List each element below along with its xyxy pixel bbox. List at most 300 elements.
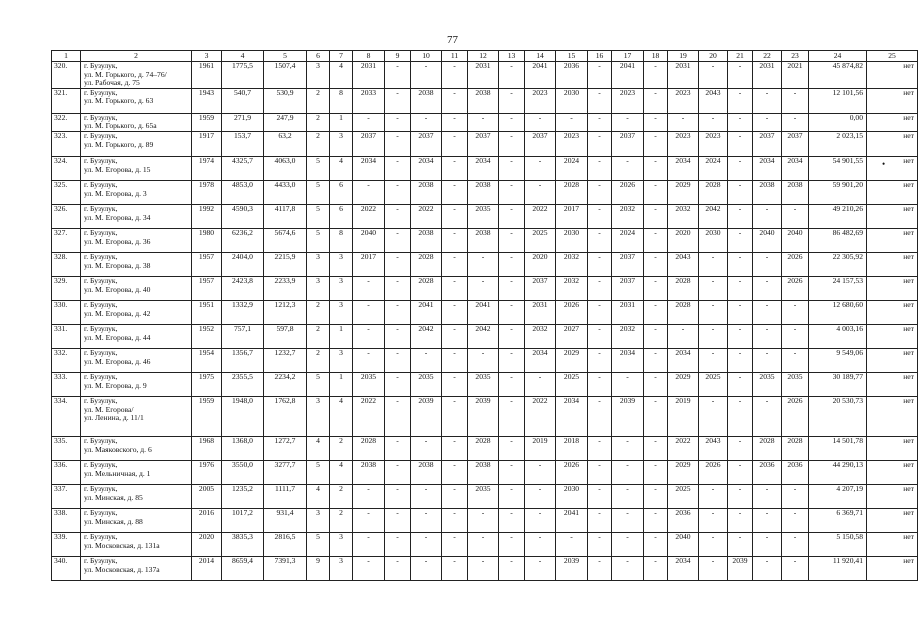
- value-cell: 2025: [556, 372, 588, 396]
- value-cell: 2036: [782, 460, 809, 484]
- value-cell: -: [385, 180, 411, 204]
- value-cell: -: [644, 372, 668, 396]
- cost-cell: 2 023,15: [809, 131, 867, 156]
- row-number: 339.: [52, 532, 81, 556]
- value-cell: -: [644, 252, 668, 276]
- value-cell: 3: [330, 556, 353, 580]
- value-cell: -: [612, 508, 644, 532]
- value-cell: -: [644, 300, 668, 324]
- row-number: 326.: [52, 204, 81, 228]
- row-number: 322.: [52, 113, 81, 131]
- status-cell: нет: [867, 252, 918, 276]
- cost-cell: 44 290,13: [809, 460, 867, 484]
- value-cell: 1968: [192, 436, 222, 460]
- value-cell: -: [782, 88, 809, 113]
- value-cell: 2023: [668, 88, 699, 113]
- value-cell: -: [753, 252, 782, 276]
- value-cell: 2043: [668, 252, 699, 276]
- value-cell: -: [728, 113, 753, 131]
- value-cell: 1762,8: [264, 396, 307, 436]
- column-header-24: 24: [809, 51, 867, 62]
- value-cell: -: [753, 556, 782, 580]
- address-cell: г. Бузулук, ул. М. Егорова, д. 42: [81, 300, 192, 324]
- value-cell: 2037: [411, 131, 442, 156]
- status-cell: нет: [867, 131, 918, 156]
- value-cell: 2423,8: [222, 276, 264, 300]
- value-cell: -: [353, 113, 385, 131]
- status-cell: нет: [867, 532, 918, 556]
- address-cell: г. Бузулук, ул. Московская, д. 137а: [81, 556, 192, 580]
- value-cell: -: [353, 556, 385, 580]
- status-cell: нет: [867, 508, 918, 532]
- value-cell: 530,9: [264, 88, 307, 113]
- value-cell: 2026: [556, 300, 588, 324]
- value-cell: 1959: [192, 396, 222, 436]
- table-row: [52, 532, 918, 556]
- value-cell: 2021: [782, 62, 809, 89]
- value-cell: -: [728, 131, 753, 156]
- value-cell: 2026: [612, 180, 644, 204]
- value-cell: -: [525, 113, 556, 131]
- value-cell: 5674,6: [264, 228, 307, 252]
- value-cell: 4: [307, 436, 330, 460]
- value-cell: 2024: [612, 228, 644, 252]
- value-cell: -: [612, 532, 644, 556]
- status-cell: нет: [867, 113, 918, 131]
- value-cell: -: [644, 156, 668, 180]
- table-row: [52, 436, 918, 460]
- value-cell: -: [644, 436, 668, 460]
- value-cell: -: [644, 180, 668, 204]
- status-cell: нет: [867, 180, 918, 204]
- value-cell: 2031: [353, 62, 385, 89]
- value-cell: 2028: [468, 436, 499, 460]
- cost-cell: 12 680,60: [809, 300, 867, 324]
- value-cell: 540,7: [222, 88, 264, 113]
- value-cell: 2043: [699, 436, 728, 460]
- value-cell: -: [499, 484, 525, 508]
- value-cell: 1507,4: [264, 62, 307, 89]
- value-cell: 5: [307, 372, 330, 396]
- table-row: [52, 300, 918, 324]
- value-cell: 4117,8: [264, 204, 307, 228]
- cost-cell: 30 189,77: [809, 372, 867, 396]
- value-cell: -: [728, 460, 753, 484]
- value-cell: -: [612, 156, 644, 180]
- address-cell: г. Бузулук, ул. Минская, д. 85: [81, 484, 192, 508]
- value-cell: 2355,5: [222, 372, 264, 396]
- value-cell: -: [442, 324, 468, 348]
- status-cell: нет: [867, 396, 918, 436]
- table-row: [52, 396, 918, 436]
- value-cell: 1951: [192, 300, 222, 324]
- value-cell: 2023: [699, 131, 728, 156]
- value-cell: -: [385, 348, 411, 372]
- value-cell: -: [499, 348, 525, 372]
- value-cell: 2038: [468, 228, 499, 252]
- value-cell: -: [411, 62, 442, 89]
- value-cell: 2026: [699, 460, 728, 484]
- value-cell: -: [353, 508, 385, 532]
- value-cell: -: [612, 113, 644, 131]
- value-cell: 1957: [192, 276, 222, 300]
- value-cell: 2025: [668, 484, 699, 508]
- value-cell: -: [442, 252, 468, 276]
- address-cell: г. Бузулук, ул. М. Горького, д. 65а: [81, 113, 192, 131]
- value-cell: 2037: [753, 131, 782, 156]
- value-cell: -: [753, 348, 782, 372]
- cost-cell: 20 530,73: [809, 396, 867, 436]
- value-cell: -: [499, 204, 525, 228]
- value-cell: -: [468, 532, 499, 556]
- value-cell: -: [442, 508, 468, 532]
- value-cell: -: [588, 436, 612, 460]
- value-cell: 2037: [612, 131, 644, 156]
- value-cell: 2026: [782, 252, 809, 276]
- value-cell: 2038: [753, 180, 782, 204]
- value-cell: -: [468, 556, 499, 580]
- value-cell: -: [588, 348, 612, 372]
- value-cell: -: [385, 88, 411, 113]
- value-cell: -: [728, 62, 753, 89]
- value-cell: 2: [307, 348, 330, 372]
- value-cell: 2037: [782, 131, 809, 156]
- value-cell: -: [499, 460, 525, 484]
- value-cell: 2040: [753, 228, 782, 252]
- value-cell: 2: [330, 484, 353, 508]
- value-cell: -: [499, 372, 525, 396]
- value-cell: 2036: [753, 460, 782, 484]
- value-cell: 1017,2: [222, 508, 264, 532]
- cost-cell: 6 369,71: [809, 508, 867, 532]
- value-cell: -: [699, 532, 728, 556]
- value-cell: 3: [307, 508, 330, 532]
- value-cell: 2031: [468, 62, 499, 89]
- value-cell: 7391,3: [264, 556, 307, 580]
- value-cell: -: [588, 88, 612, 113]
- value-cell: 1976: [192, 460, 222, 484]
- value-cell: 2: [307, 113, 330, 131]
- value-cell: -: [588, 113, 612, 131]
- address-cell: г. Бузулук, ул. М. Горького, д. 74–76/ ул. Рабочая, д. 75: [81, 62, 192, 89]
- value-cell: -: [442, 484, 468, 508]
- column-header-19: 19: [668, 51, 699, 62]
- value-cell: 4325,7: [222, 156, 264, 180]
- value-cell: 63,2: [264, 131, 307, 156]
- value-cell: 2028: [556, 180, 588, 204]
- value-cell: 1959: [192, 113, 222, 131]
- value-cell: -: [385, 204, 411, 228]
- status-cell: нет: [867, 204, 918, 228]
- value-cell: -: [442, 396, 468, 436]
- value-cell: 1111,7: [264, 484, 307, 508]
- table-row: [52, 484, 918, 508]
- value-cell: -: [668, 324, 699, 348]
- value-cell: 4: [330, 396, 353, 436]
- value-cell: 2014: [192, 556, 222, 580]
- address-cell: г. Бузулук, ул. М. Егорова, д. 3: [81, 180, 192, 204]
- value-cell: 1332,9: [222, 300, 264, 324]
- value-cell: -: [728, 484, 753, 508]
- value-cell: 2037: [612, 276, 644, 300]
- value-cell: 2026: [556, 460, 588, 484]
- margin-mark: •: [882, 159, 886, 169]
- value-cell: -: [525, 156, 556, 180]
- value-cell: 2034: [668, 348, 699, 372]
- value-cell: 2031: [668, 62, 699, 89]
- value-cell: 6: [330, 204, 353, 228]
- column-header-18: 18: [644, 51, 668, 62]
- value-cell: 4433,0: [264, 180, 307, 204]
- value-cell: 2023: [612, 88, 644, 113]
- value-cell: -: [411, 556, 442, 580]
- value-cell: -: [588, 180, 612, 204]
- status-cell: нет: [867, 484, 918, 508]
- value-cell: -: [728, 276, 753, 300]
- column-header-5: 5: [264, 51, 307, 62]
- value-cell: -: [499, 532, 525, 556]
- value-cell: -: [588, 508, 612, 532]
- value-cell: 931,4: [264, 508, 307, 532]
- value-cell: 3550,0: [222, 460, 264, 484]
- cost-cell: 59 901,20: [809, 180, 867, 204]
- table-row: [52, 348, 918, 372]
- value-cell: 3: [307, 62, 330, 89]
- status-cell: нет: [867, 324, 918, 348]
- value-cell: 3: [307, 276, 330, 300]
- value-cell: -: [612, 460, 644, 484]
- address-cell: г. Бузулук, ул. Минская, д. 88: [81, 508, 192, 532]
- value-cell: 2032: [556, 252, 588, 276]
- value-cell: 2025: [525, 228, 556, 252]
- value-cell: 1975: [192, 372, 222, 396]
- value-cell: 2033: [353, 88, 385, 113]
- value-cell: 2037: [612, 252, 644, 276]
- value-cell: -: [525, 484, 556, 508]
- cost-cell: 4 003,16: [809, 324, 867, 348]
- value-cell: 2035: [353, 372, 385, 396]
- value-cell: -: [353, 300, 385, 324]
- table-row: [52, 324, 918, 348]
- value-cell: -: [644, 348, 668, 372]
- value-cell: -: [499, 180, 525, 204]
- value-cell: -: [442, 131, 468, 156]
- value-cell: -: [728, 88, 753, 113]
- value-cell: 2034: [525, 348, 556, 372]
- value-cell: -: [499, 300, 525, 324]
- row-number: 324.: [52, 156, 81, 180]
- value-cell: -: [782, 300, 809, 324]
- value-cell: -: [442, 348, 468, 372]
- address-cell: г. Бузулук, ул. М. Горького, д. 63: [81, 88, 192, 113]
- value-cell: 1917: [192, 131, 222, 156]
- value-cell: -: [644, 556, 668, 580]
- value-cell: 3: [330, 532, 353, 556]
- value-cell: 2035: [753, 372, 782, 396]
- value-cell: 2042: [468, 324, 499, 348]
- row-number: 329.: [52, 276, 81, 300]
- value-cell: 2026: [782, 276, 809, 300]
- value-cell: 2032: [556, 276, 588, 300]
- value-cell: -: [353, 324, 385, 348]
- value-cell: -: [385, 556, 411, 580]
- value-cell: 2034: [753, 156, 782, 180]
- value-cell: 2034: [668, 556, 699, 580]
- value-cell: 2: [307, 324, 330, 348]
- value-cell: 8: [330, 228, 353, 252]
- column-header-23: 23: [782, 51, 809, 62]
- value-cell: -: [499, 113, 525, 131]
- value-cell: 1235,2: [222, 484, 264, 508]
- column-header-17: 17: [612, 51, 644, 62]
- value-cell: 2037: [468, 131, 499, 156]
- column-header-1: 1: [52, 51, 81, 62]
- value-cell: 2037: [353, 131, 385, 156]
- value-cell: -: [644, 62, 668, 89]
- value-cell: -: [353, 532, 385, 556]
- value-cell: -: [644, 532, 668, 556]
- value-cell: 3277,7: [264, 460, 307, 484]
- value-cell: 2031: [612, 300, 644, 324]
- value-cell: -: [588, 324, 612, 348]
- value-cell: 2028: [353, 436, 385, 460]
- value-cell: 2028: [668, 276, 699, 300]
- value-cell: 2037: [525, 276, 556, 300]
- column-header-14: 14: [525, 51, 556, 62]
- value-cell: -: [411, 484, 442, 508]
- value-cell: 2038: [411, 88, 442, 113]
- value-cell: 2025: [699, 372, 728, 396]
- value-cell: 2039: [411, 396, 442, 436]
- value-cell: 1952: [192, 324, 222, 348]
- value-cell: 2035: [468, 204, 499, 228]
- row-number: 325.: [52, 180, 81, 204]
- value-cell: 2036: [556, 62, 588, 89]
- value-cell: 2024: [556, 156, 588, 180]
- value-cell: -: [588, 460, 612, 484]
- table-row: [52, 228, 918, 252]
- value-cell: -: [588, 228, 612, 252]
- value-cell: -: [385, 62, 411, 89]
- value-cell: -: [644, 131, 668, 156]
- table-row: [52, 372, 918, 396]
- status-cell: нет: [867, 436, 918, 460]
- value-cell: -: [588, 372, 612, 396]
- value-cell: 2020: [192, 532, 222, 556]
- value-cell: 6236,2: [222, 228, 264, 252]
- status-cell: нет: [867, 276, 918, 300]
- row-number: 328.: [52, 252, 81, 276]
- value-cell: 3: [330, 300, 353, 324]
- value-cell: 1272,7: [264, 436, 307, 460]
- value-cell: -: [556, 532, 588, 556]
- value-cell: 2022: [353, 204, 385, 228]
- value-cell: 2030: [556, 88, 588, 113]
- table-row: [52, 556, 918, 580]
- value-cell: -: [588, 131, 612, 156]
- value-cell: -: [499, 396, 525, 436]
- table-row: [52, 204, 918, 228]
- address-cell: г. Бузулук, ул. М. Егорова, д. 9: [81, 372, 192, 396]
- value-cell: -: [499, 556, 525, 580]
- value-cell: -: [499, 228, 525, 252]
- value-cell: -: [588, 556, 612, 580]
- value-cell: -: [442, 276, 468, 300]
- value-cell: -: [353, 348, 385, 372]
- row-number: 334.: [52, 396, 81, 436]
- value-cell: -: [385, 113, 411, 131]
- address-cell: г. Бузулук, ул. Московская, д. 131а: [81, 532, 192, 556]
- value-cell: 2022: [525, 204, 556, 228]
- address-cell: г. Бузулук, ул. М. Егорова, д. 38: [81, 252, 192, 276]
- value-cell: 2: [307, 131, 330, 156]
- value-cell: -: [753, 204, 782, 228]
- table-row: [52, 156, 918, 180]
- value-cell: -: [499, 252, 525, 276]
- value-cell: 2030: [556, 228, 588, 252]
- value-cell: -: [499, 508, 525, 532]
- value-cell: 1978: [192, 180, 222, 204]
- value-cell: -: [385, 532, 411, 556]
- value-cell: -: [385, 460, 411, 484]
- value-cell: 2034: [556, 396, 588, 436]
- value-cell: 2026: [782, 396, 809, 436]
- value-cell: -: [353, 484, 385, 508]
- value-cell: -: [728, 252, 753, 276]
- value-cell: -: [442, 228, 468, 252]
- value-cell: 2040: [353, 228, 385, 252]
- value-cell: 2038: [411, 180, 442, 204]
- value-cell: -: [588, 276, 612, 300]
- value-cell: 3: [307, 396, 330, 436]
- value-cell: -: [385, 228, 411, 252]
- value-cell: -: [499, 62, 525, 89]
- cost-cell: 54 901,55: [809, 156, 867, 180]
- value-cell: 2038: [411, 228, 442, 252]
- status-cell: нет: [867, 62, 918, 89]
- value-cell: 5: [307, 180, 330, 204]
- value-cell: 2027: [556, 324, 588, 348]
- value-cell: -: [442, 156, 468, 180]
- value-cell: 2038: [468, 460, 499, 484]
- cost-cell: 5 150,58: [809, 532, 867, 556]
- value-cell: -: [411, 113, 442, 131]
- value-cell: -: [442, 204, 468, 228]
- value-cell: -: [728, 532, 753, 556]
- page-number: 77: [447, 34, 458, 46]
- value-cell: 2028: [411, 252, 442, 276]
- value-cell: -: [385, 372, 411, 396]
- value-cell: -: [442, 62, 468, 89]
- value-cell: 1232,7: [264, 348, 307, 372]
- value-cell: -: [468, 276, 499, 300]
- address-cell: г. Бузулук, ул. М. Егорова, д. 40: [81, 276, 192, 300]
- value-cell: 2233,9: [264, 276, 307, 300]
- address-cell: г. Бузулук, ул. Мельничная, д. 1: [81, 460, 192, 484]
- register-table: [51, 50, 918, 581]
- value-cell: 2042: [699, 204, 728, 228]
- value-cell: 2039: [612, 396, 644, 436]
- value-cell: -: [411, 508, 442, 532]
- table-row: [52, 508, 918, 532]
- value-cell: 5: [307, 156, 330, 180]
- value-cell: 1957: [192, 252, 222, 276]
- value-cell: -: [668, 113, 699, 131]
- column-header-6: 6: [307, 51, 330, 62]
- value-cell: -: [728, 324, 753, 348]
- value-cell: 2020: [668, 228, 699, 252]
- value-cell: -: [588, 300, 612, 324]
